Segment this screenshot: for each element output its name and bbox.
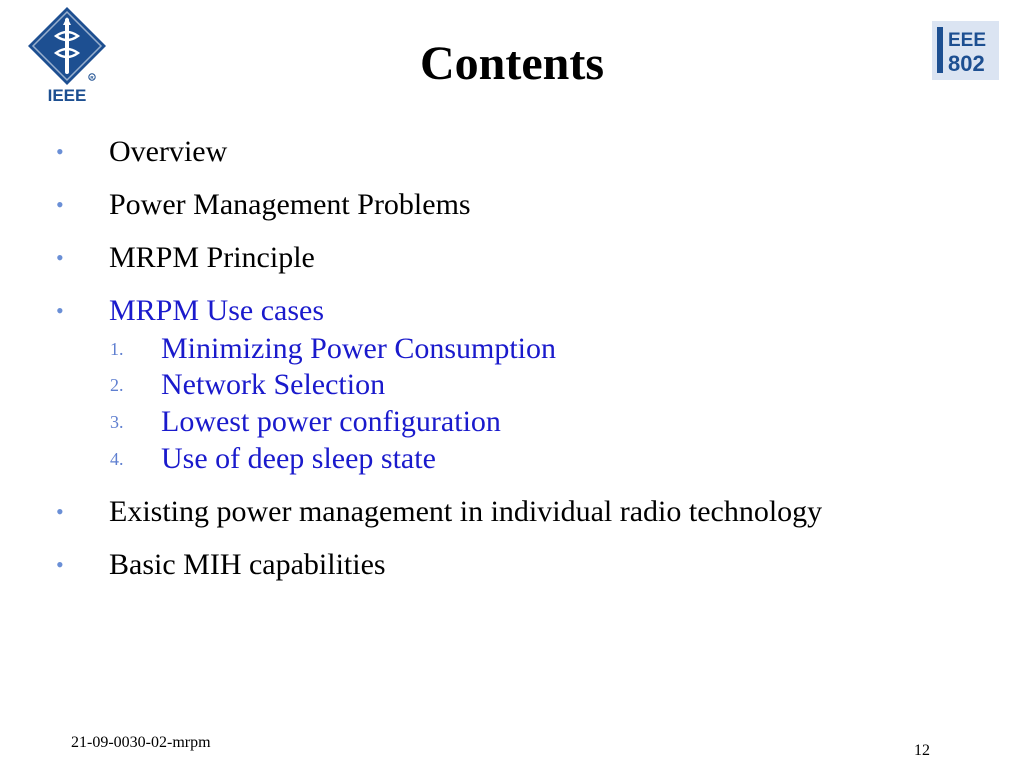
bullet-text: Existing power management in individual radio technology [109, 495, 823, 528]
bullet-marker: • [56, 499, 64, 524]
sub-item-number: 2. [110, 375, 124, 395]
ieee-802-logo-line2: 802 [948, 51, 985, 76]
ieee-802-logo-line1: EEE [948, 30, 987, 51]
bullet-text: Basic MIH capabilities [109, 548, 386, 581]
sub-item-text: Minimizing Power Consumption [161, 332, 557, 365]
bullet-text: MRPM Principle [109, 241, 315, 274]
bullet-marker: • [56, 192, 64, 217]
bullet-marker: • [56, 552, 64, 577]
bullet-marker: • [56, 139, 64, 164]
sub-item-text: Network Selection [161, 368, 386, 401]
bullet-text: Overview [109, 135, 228, 168]
footer-document-id: 21-09-0030-02-mrpm [71, 734, 211, 751]
bullet-marker: • [56, 245, 64, 270]
sub-item-text: Lowest power configuration [161, 405, 501, 438]
svg-text:R: R [90, 74, 94, 80]
sub-item-number: 3. [110, 412, 124, 432]
footer-page-number: 12 [914, 742, 930, 759]
ieee-logo-text: IEEE [47, 86, 87, 104]
bullet-text: MRPM Use cases [109, 294, 324, 327]
sub-item-text: Use of deep sleep state [161, 442, 436, 475]
sub-item-number: 1. [110, 339, 124, 359]
slide-title: Contents [419, 37, 604, 90]
bullet-marker: • [56, 298, 64, 323]
sub-item-number: 4. [110, 449, 124, 469]
bullet-text: Power Management Problems [109, 188, 471, 221]
